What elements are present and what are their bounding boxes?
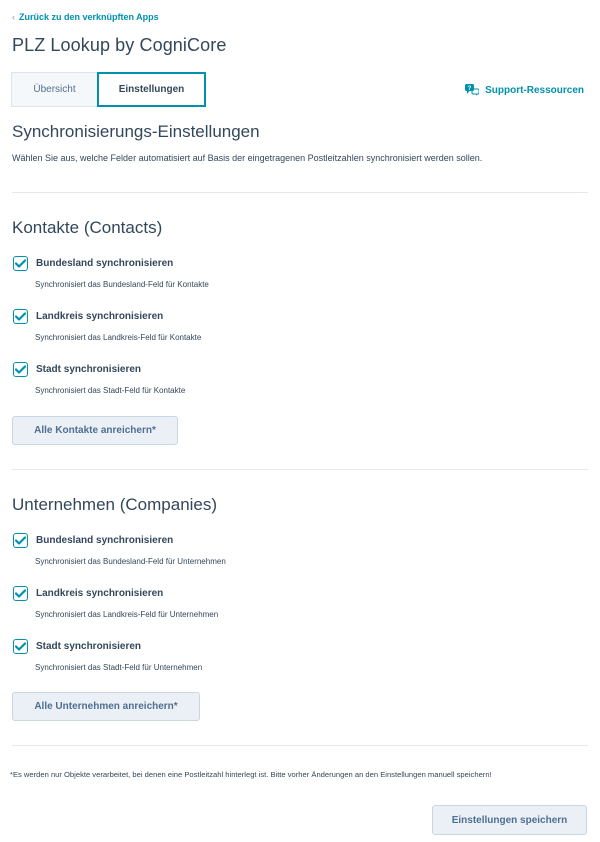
companies-option-landkreis (13, 586, 413, 619)
option-label: Stadt synchronisieren (36, 364, 142, 375)
contacts-option-landkreis (13, 309, 413, 342)
chat-question-icon (465, 84, 479, 96)
companies-stadt-checkbox-row[interactable] (13, 639, 413, 654)
companies-option-stadt (13, 639, 413, 672)
checkmark-icon (15, 312, 26, 321)
contacts-bundesland-checkbox-row[interactable] (13, 256, 413, 271)
svg-text:?: ? (467, 86, 472, 92)
sync-settings-description: Wählen Sie aus, welche Felder automatisiert auf Basis der eingetragenen Postleitzahlen synchronisiert werden sollen. (12, 153, 483, 163)
checkbox-checked[interactable] (13, 362, 28, 377)
companies-section-title: Unternehmen (Companies) (12, 495, 218, 514)
option-label: Landkreis synchronisieren (36, 588, 164, 599)
checkbox-checked[interactable] (13, 639, 28, 654)
tab-settings[interactable]: Einstellungen (97, 72, 206, 107)
checkmark-icon (15, 259, 26, 268)
option-description: Synchronisiert das Bundesland-Feld für Kontakte (35, 280, 209, 289)
contacts-option-stadt (13, 362, 413, 395)
option-label: Stadt synchronisieren (36, 641, 142, 652)
option-description: Synchronisiert das Landkreis-Feld für Kontakte (35, 333, 202, 342)
contacts-stadt-checkbox-row[interactable] (13, 362, 413, 377)
contacts-option-bundesland (13, 256, 413, 289)
option-label: Bundesland synchronisieren (36, 535, 174, 546)
tab-bar (11, 72, 206, 107)
back-to-connected-apps-link[interactable] (12, 12, 159, 22)
footnote: *Es werden nur Objekte verarbeitet, bei denen eine Postleitzahl hinterlegt ist. Bitte vorher Änderungen an den Einstellungen manuell speichern! (10, 770, 492, 779)
support-link-label: Support-Ressourcen (485, 84, 584, 96)
option-description: Synchronisiert das Landkreis-Feld für Unternehmen (35, 610, 219, 619)
enrich-all-contacts-button[interactable]: Alle Kontakte anreichern* (12, 416, 178, 445)
divider (12, 192, 588, 193)
checkmark-icon (15, 642, 26, 651)
option-description: Synchronisiert das Stadt-Feld für Unternehmen (35, 663, 203, 672)
option-description: Synchronisiert das Bundesland-Feld für Unternehmen (35, 557, 226, 566)
checkbox-checked[interactable] (13, 256, 28, 271)
save-settings-button[interactable]: Einstellungen speichern (432, 805, 587, 835)
divider (12, 469, 588, 470)
app-title: PLZ Lookup by CogniCore (12, 35, 227, 55)
option-label: Landkreis synchronisieren (36, 311, 164, 322)
checkbox-checked[interactable] (13, 586, 28, 601)
tab-overview[interactable]: Übersicht (11, 72, 97, 107)
contacts-landkreis-checkbox-row[interactable] (13, 309, 413, 324)
divider (12, 745, 588, 746)
companies-bundesland-checkbox-row[interactable] (13, 533, 413, 548)
checkmark-icon (15, 589, 26, 598)
companies-landkreis-checkbox-row[interactable] (13, 586, 413, 601)
checkbox-checked[interactable] (13, 533, 28, 548)
sync-settings-title: Synchronisierungs-Einstellungen (12, 122, 260, 141)
checkmark-icon (15, 365, 26, 374)
contacts-section-title: Kontakte (Contacts) (12, 218, 163, 237)
back-link-label: Zurück zu den verknüpften Apps (19, 12, 159, 22)
option-description: Synchronisiert das Stadt-Feld für Kontakte (35, 386, 186, 395)
enrich-all-companies-button[interactable]: Alle Unternehmen anreichern* (12, 692, 200, 721)
checkbox-checked[interactable] (13, 309, 28, 324)
chevron-left-icon: ‹ (12, 12, 15, 22)
support-resources-link[interactable] (465, 84, 584, 96)
companies-option-bundesland (13, 533, 413, 566)
option-label: Bundesland synchronisieren (36, 258, 174, 269)
checkmark-icon (15, 536, 26, 545)
